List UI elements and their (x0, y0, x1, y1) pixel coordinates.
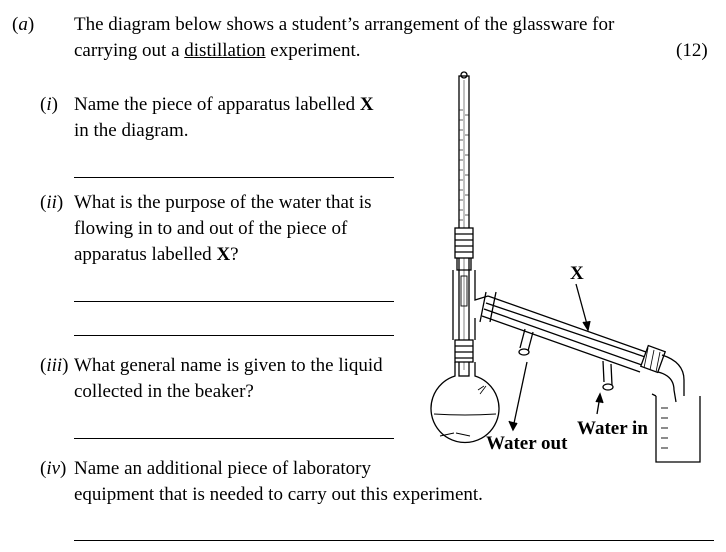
arrow-water-in (596, 394, 603, 414)
part-label: (a) (12, 14, 35, 35)
condenser (480, 292, 665, 390)
subquestion-iv-line-2: equipment that is needed to carry out this experiment. (74, 484, 483, 505)
subquestion-iii-line-1: What general name is given to the liquid (74, 355, 383, 376)
label-water-out: Water out (486, 433, 568, 454)
beaker (652, 394, 700, 462)
marks: (12) (676, 40, 708, 61)
subquestion-iv-line-1: Name an additional piece of laboratory (74, 458, 372, 479)
subquestion-iii-number: (iii) (40, 355, 69, 376)
subquestion-iii-line-2: collected in the beaker? (74, 381, 254, 402)
label-x: X (570, 263, 584, 284)
subquestion-ii-line-2: flowing in to and out of the piece of (74, 218, 348, 239)
subquestion-i-line-1: Name the piece of apparatus labelled X (74, 94, 374, 115)
arrow-water-out (509, 362, 527, 430)
subquestion-i-number: (i) (40, 94, 58, 115)
subquestion-i-line-2: in the diagram. (74, 120, 189, 141)
arrow-x-to-condenser (576, 284, 590, 330)
question-intro-line-2: carrying out a distillation experiment. (74, 40, 361, 61)
thermometer (459, 72, 469, 376)
label-water-in: Water in (577, 418, 648, 439)
subquestion-ii-line-3: apparatus labelled X? (74, 244, 239, 265)
subquestion-ii-number: (ii) (40, 192, 64, 213)
question-intro-line-1: The diagram below shows a student’s arrangement of the glassware for (74, 14, 615, 35)
subquestion-ii-line-1: What is the purpose of the water that is (74, 192, 372, 213)
subquestion-iv-number: (iv) (40, 458, 67, 479)
distillation-underlined: distillation (184, 40, 266, 61)
